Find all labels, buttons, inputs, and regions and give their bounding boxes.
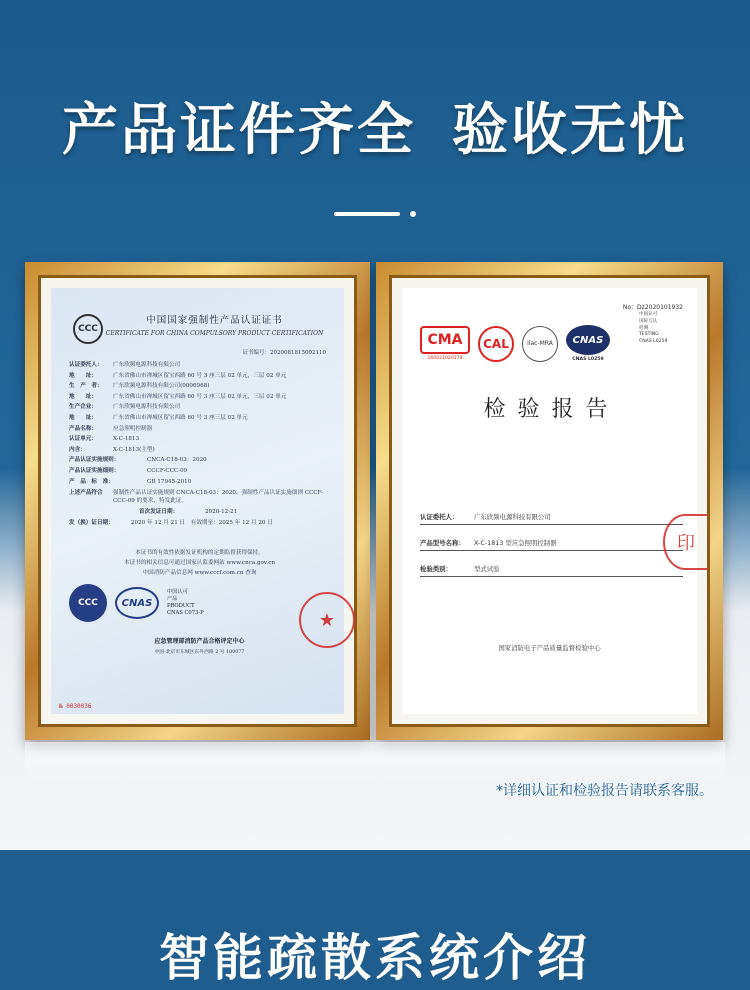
certificate-number: [69, 348, 326, 356]
report-row: 认证委托人： 广东欣频电源科技有限公司: [420, 509, 683, 525]
cma-caption: 160021020178: [427, 356, 463, 361]
certificate-row: 产 品 标 准： GB 17945-2010: [69, 478, 192, 485]
certificate-row: 产品名称： 应急照明控制器: [69, 425, 153, 432]
certificate-row: 生 产 者： 广东欣频电源科技有限公司(0006968): [69, 383, 210, 390]
cnas-mark-icon: CNAS: [566, 325, 610, 355]
report-row: 检验类别： 型式试验: [420, 561, 683, 577]
frame-reflection: [25, 742, 725, 782]
certificate-title-en: CERTIFICATE FOR CHINA COMPULSORY PRODUCT CERTIFICATION: [105, 330, 324, 337]
cnas-badge-icon: CNAS: [115, 587, 159, 619]
certificate-issuer-address: 中国·北京市东城区东外西路 2 号 100077: [154, 650, 245, 656]
contact-note: *详细认证和检验报告请联系客服。: [496, 783, 713, 799]
decorative-dot: [410, 211, 416, 217]
certificate-row: 生产企业： 广东欣频电源科技有限公司: [69, 404, 181, 411]
cma-logo: [420, 326, 470, 361]
certificate-footer: 本证书的有效性依据发证机构的定期监督获得保持。 本证书的相关信息可通过国家认监委网站 www.cnca.gov.cn 中国消防产品信息网 www.cccf.com.cn 查询: [124, 550, 275, 577]
red-seal-stamp-icon: ★: [299, 592, 355, 648]
next-section-title: 智能疏散系统介绍: [159, 929, 591, 987]
headline-part-1: 产品证件齐全: [62, 98, 416, 163]
certificate-row: 认证单元： X-C-1813: [69, 436, 140, 443]
ilac-mra-icon: ilac-MRA: [522, 326, 558, 362]
certificate-row: 产品认证实施细则： CCCF-CCC-09: [69, 467, 188, 474]
red-seal-stamp-icon: 印: [663, 514, 707, 570]
report-mat: [389, 275, 710, 727]
headline-part-2: 验收无忧: [452, 98, 688, 163]
certificate-row: 认证委托人： 广东欣频电源科技有限公司: [69, 362, 181, 368]
ccc-badge-icon: CCC: [69, 584, 107, 622]
report-fields: [420, 509, 683, 577]
certificate-number-label: 证书编号：: [242, 350, 270, 356]
certificate-serial: № 0030036: [59, 703, 92, 710]
ccc-logo-icon: CCC: [73, 314, 103, 344]
cnas-product-text: 中国认可 产品 PRODUCT CNAS C073-P: [167, 589, 204, 617]
certificate-row: 地 址： 广东省佛山市禅城区留宝西路 60 号 3 座三层 02 单元: [69, 414, 248, 421]
cnas-logo: [566, 325, 610, 362]
page-headline: [0, 86, 750, 166]
cma-mark-icon: CMA: [420, 326, 470, 354]
decorative-line: [334, 212, 400, 216]
report-frame: [376, 262, 723, 740]
cal-mark-icon: CAL: [478, 326, 514, 362]
certificate-row: 内含： X-C-1813(主型): [69, 446, 155, 453]
certificate-row: 发（换）证日期： 2020 年 12 月 21 日 有效期至：2025 年 12 月 20 日: [69, 519, 273, 526]
report-organization: 国家消防电子产品质量监督检验中心: [498, 644, 601, 652]
certificate-row: 地 址： 广东省佛山市禅城区留宝西路 60 号 3 座三层 02 单元，三层 02 单元: [69, 372, 287, 379]
report-title: 检验报告: [483, 397, 620, 422]
cnas-caption: CNAS L0259: [572, 357, 604, 362]
certificate-mat: [38, 275, 357, 727]
certificate-issuer: 应急管理部消防产品合格评定中心: [154, 638, 245, 646]
certificate-row: 地 址： 广东省佛山市禅城区留宝西路 60 号 3 座三层 02 单元，三层 02 单元: [69, 393, 287, 400]
ccc-certificate: [51, 288, 344, 714]
certificate-row: 首次发证日期： 2020-12-21: [139, 509, 238, 516]
certificate-title-cn: 中国国家强制性产品认证证书: [146, 315, 283, 326]
certificate-row: 上述产品符合 强制性产品认证实施规则 CNCA-C18-03：2020、强制性产品认证实施细则 CCCF-CCC-09 的要求，特发此证。: [69, 490, 324, 505]
report-row: 产品型号名称： X-C-1813 型应急照明控制器: [420, 535, 683, 551]
report-side-text: 中国认可 国际互认 检测 TESTING CNAS L0259: [639, 312, 668, 345]
certificate-logo-row: [69, 584, 330, 622]
inspection-report: [402, 288, 697, 714]
certificate-frame: [25, 262, 370, 740]
report-number: No：Dz2020101932: [622, 304, 683, 311]
certificate-fields: [69, 360, 330, 528]
certificate-number-value: 2020081815002110: [270, 350, 326, 356]
certificate-row: 产品认证实施规则： CNCA-C18-03：2020: [69, 457, 207, 464]
